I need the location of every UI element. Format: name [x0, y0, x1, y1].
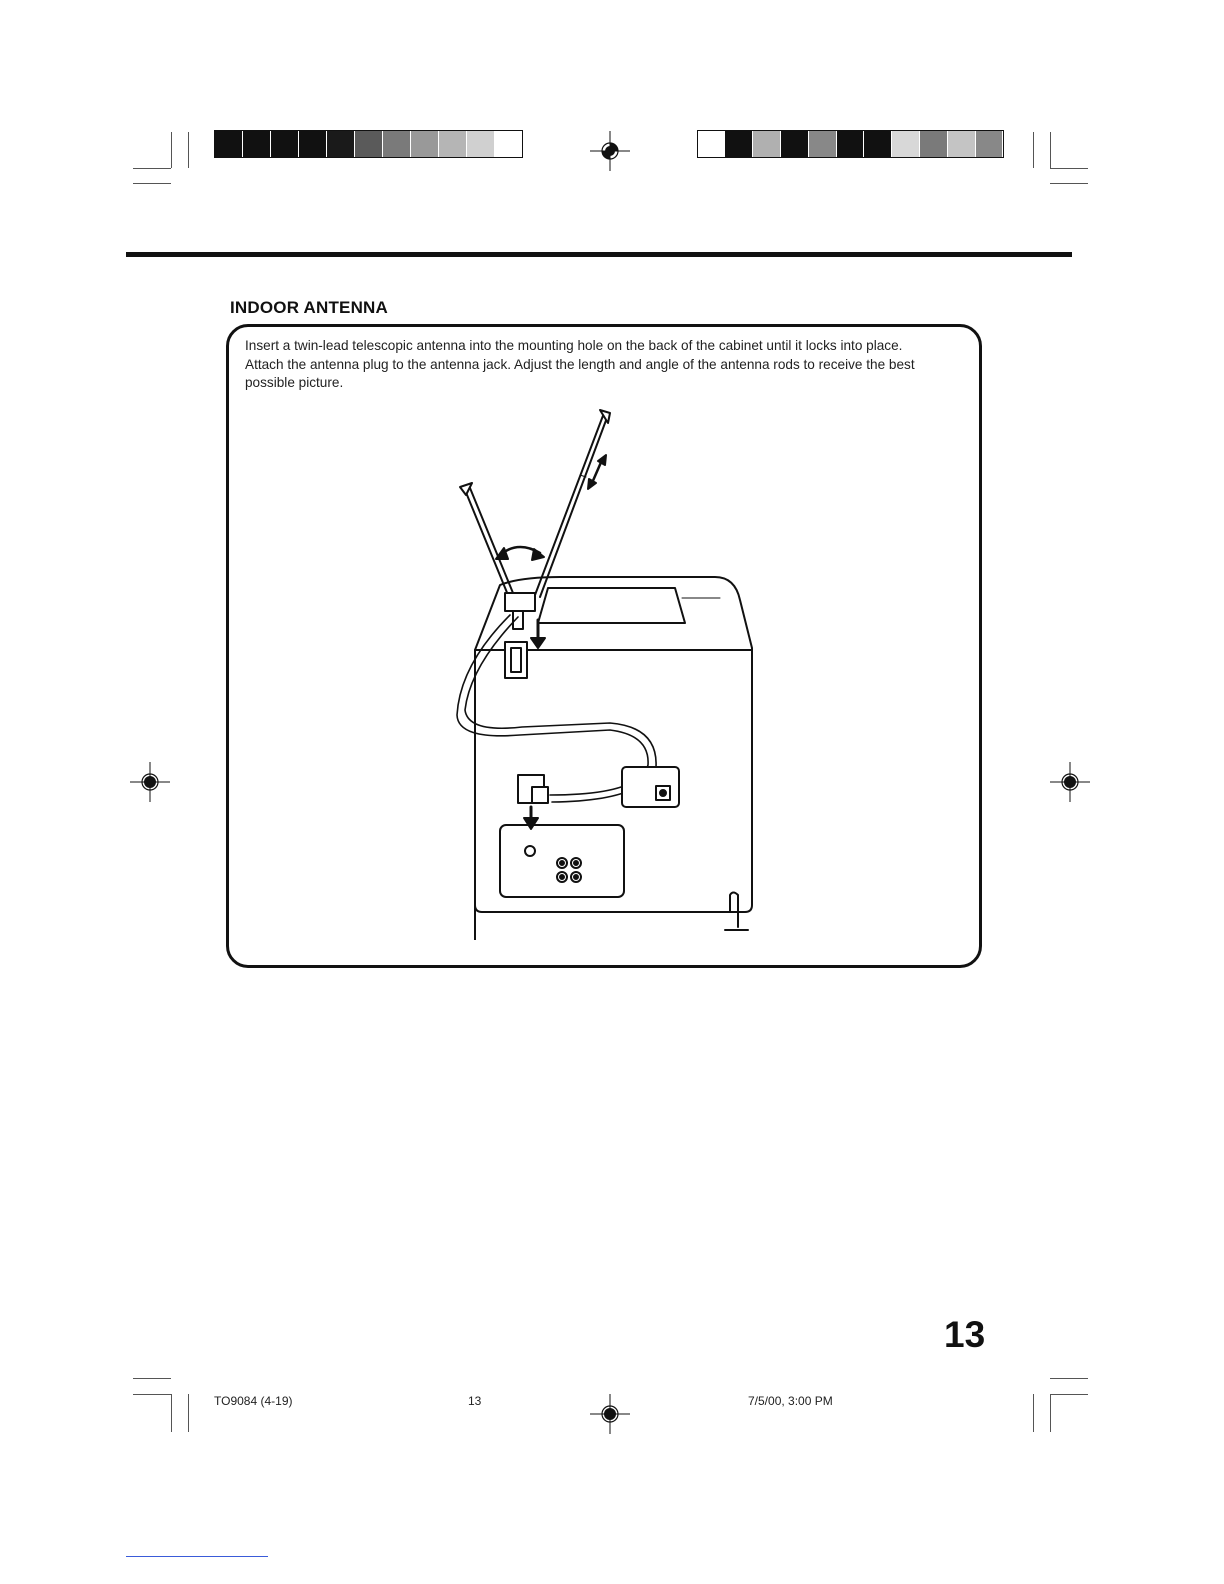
header-rule: [126, 252, 1072, 257]
registration-mark-icon: [590, 1394, 630, 1434]
crop-mark-bottom-right-h2: [1050, 1394, 1088, 1395]
registration-mark-icon: [590, 131, 630, 171]
crop-mark-top-left-h: [133, 168, 171, 169]
instruction-text: [245, 337, 980, 393]
section-title: INDOOR ANTENNA: [230, 298, 388, 317]
instruction-line: possible picture.: [245, 375, 344, 390]
crop-mark-top-left-h2: [133, 183, 171, 184]
registration-mark-icon: [130, 762, 170, 802]
registration-mark-icon: [1050, 762, 1090, 802]
page-number: 13: [944, 1314, 986, 1355]
crop-mark-top-right-h2: [1050, 183, 1088, 184]
antenna-rod-right: [535, 413, 608, 597]
crop-mark-top-right-v2: [1050, 132, 1051, 168]
crop-mark-bottom-left-v2: [188, 1394, 189, 1432]
crop-mark-top-left-v: [171, 132, 172, 168]
crop-mark-bottom-right-h: [1050, 1378, 1088, 1379]
instruction-line: Insert a twin-lead telescopic antenna into the mounting hole on the back of the cabinet until it locks into place.: [245, 338, 903, 353]
footer-timestamp: 7/5/00, 3:00 PM: [748, 1394, 833, 1408]
crop-mark-bottom-left-h: [133, 1378, 171, 1379]
bottom-link-line: [126, 1556, 268, 1557]
crop-mark-bottom-right-v: [1033, 1394, 1034, 1432]
footer-page-ref: 13: [468, 1394, 482, 1408]
crop-mark-top-left-v2: [188, 132, 189, 168]
crop-mark-bottom-left-h2: [133, 1394, 171, 1395]
crop-mark-bottom-left-v: [171, 1394, 172, 1432]
antenna-illustration: [430, 405, 770, 940]
crop-mark-bottom-right-v2: [1050, 1394, 1051, 1432]
footer-doc-code: TO9084 (4-19): [214, 1394, 293, 1408]
printer-color-bar-right: [697, 130, 1004, 158]
crop-mark-top-right-h: [1050, 168, 1088, 169]
instruction-line: Attach the antenna plug to the antenna jack. Adjust the length and angle of the antenna rods to receive the best: [245, 356, 915, 372]
crop-mark-top-right-v: [1033, 132, 1034, 168]
printer-color-bar-left: [214, 130, 523, 158]
antenna-rod-left: [465, 488, 513, 595]
